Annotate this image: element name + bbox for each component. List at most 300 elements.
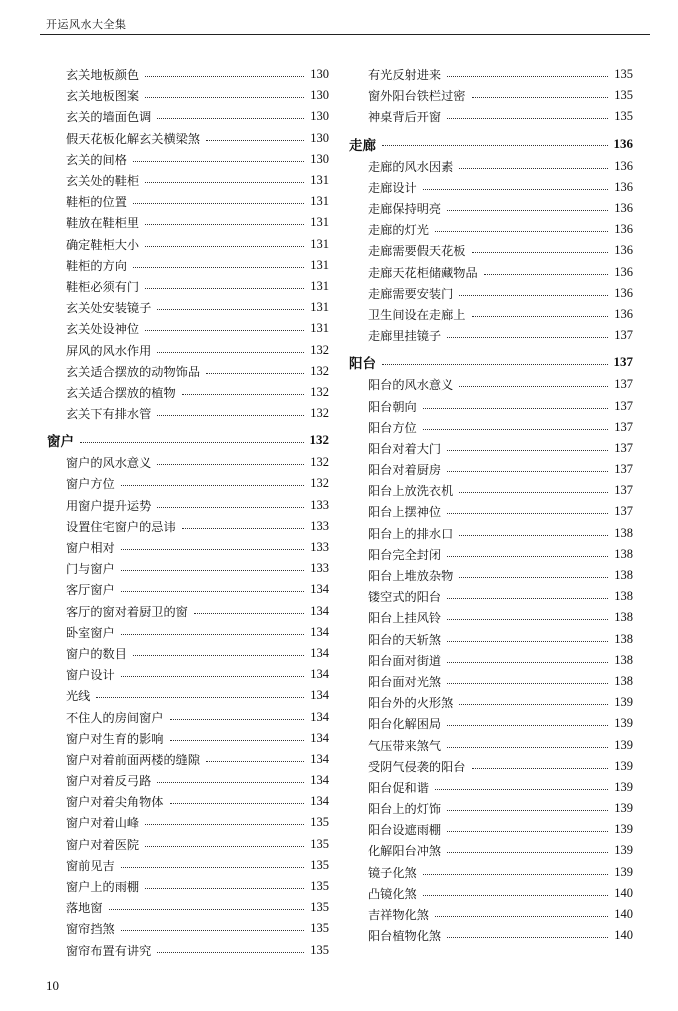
- dot-leader: [145, 97, 304, 98]
- toc-entry-page: 134: [310, 730, 329, 745]
- toc-entry[interactable]: [346, 325, 633, 346]
- toc-entry-page: 135: [310, 879, 329, 894]
- toc-entry-title: 门与窗户: [66, 562, 115, 577]
- dot-leader: [472, 768, 609, 769]
- toc-entry-page: 139: [614, 801, 633, 816]
- toc-entry-page: 131: [310, 278, 329, 293]
- dot-leader: [435, 231, 608, 232]
- toc-entry[interactable]: [44, 855, 329, 876]
- toc-entry[interactable]: [44, 918, 329, 939]
- dot-leader: [121, 549, 305, 550]
- dot-leader: [133, 161, 304, 162]
- toc-entry-title: 假天花板化解玄关横梁煞: [66, 131, 201, 146]
- toc-entry-title: 玄关的间格: [66, 152, 127, 167]
- toc-entry[interactable]: [44, 191, 329, 212]
- toc-entry-title: 玄关的墙面色调: [66, 110, 152, 125]
- dot-leader: [145, 888, 304, 889]
- toc-entry-title: 窗外阳台铁栏过密: [368, 89, 466, 104]
- dot-leader: [459, 295, 608, 296]
- toc-entry-page: 137: [614, 377, 633, 392]
- toc-entry-title: 玄关适合摆放的植物: [66, 385, 176, 400]
- dot-leader: [472, 316, 609, 317]
- toc-entry-title: 卧室窗户: [66, 625, 115, 640]
- toc-entry-page: 132: [310, 455, 329, 470]
- toc-entry-page: 137: [614, 328, 633, 343]
- toc-entry[interactable]: [346, 219, 633, 240]
- toc-entry-page: 138: [614, 610, 633, 625]
- toc-entry-page: 133: [310, 518, 329, 533]
- toc-entry[interactable]: [44, 706, 329, 727]
- toc-entry-title: 化解阳台冲煞: [368, 844, 442, 859]
- toc-entry-page: 134: [310, 794, 329, 809]
- toc-entry[interactable]: [44, 382, 329, 403]
- toc-entry-page: 134: [310, 624, 329, 639]
- dot-leader: [447, 118, 608, 119]
- toc-entry-page: 140: [614, 928, 633, 943]
- toc-entry-title: 神桌背后开窗: [368, 110, 442, 125]
- toc-entry[interactable]: [346, 840, 633, 861]
- toc-entry-page: 131: [310, 257, 329, 272]
- dot-leader: [157, 464, 304, 465]
- toc-entry[interactable]: [44, 339, 329, 360]
- toc-entry-title: 阳台方位: [368, 420, 417, 435]
- dot-leader: [80, 442, 304, 443]
- toc-entry-page: 139: [614, 716, 633, 731]
- toc-entry[interactable]: [346, 734, 633, 755]
- dot-leader: [447, 641, 608, 642]
- page-number: 10: [46, 978, 59, 993]
- toc-entry[interactable]: [346, 240, 633, 261]
- toc-entry-page: 131: [310, 321, 329, 336]
- dot-leader: [170, 803, 305, 804]
- toc-entry-page: 139: [614, 779, 633, 794]
- toc-entry[interactable]: [346, 629, 633, 650]
- dot-leader: [145, 182, 304, 183]
- dot-leader: [472, 97, 609, 98]
- toc-entry-page: 134: [310, 709, 329, 724]
- toc-entry[interactable]: [346, 501, 633, 522]
- toc-entry[interactable]: [346, 64, 633, 85]
- toc-entry-title: 走廊的灯光: [368, 223, 429, 238]
- dot-leader: [447, 852, 608, 853]
- toc-entry[interactable]: [346, 177, 633, 198]
- dot-leader: [447, 513, 608, 514]
- dot-leader: [447, 810, 608, 811]
- toc-entry[interactable]: [44, 940, 329, 961]
- dot-leader: [145, 76, 304, 77]
- dot-leader: [170, 719, 305, 720]
- toc-entry[interactable]: [44, 516, 329, 537]
- toc-entry-title: 玄关处的鞋柜: [66, 174, 140, 189]
- toc-entry[interactable]: [44, 170, 329, 191]
- toc-entry-title: 玄关处设神位: [66, 322, 140, 337]
- toc-entry-page: 136: [614, 306, 633, 321]
- toc-entry-page: 131: [310, 215, 329, 230]
- toc-entry-title: 阳台: [349, 356, 376, 373]
- toc-entry[interactable]: [44, 601, 329, 622]
- dot-leader: [447, 662, 608, 663]
- toc-entry-title: 窗前见吉: [66, 858, 115, 873]
- toc-entry[interactable]: [44, 452, 329, 473]
- dot-leader: [459, 577, 608, 578]
- dot-leader: [382, 364, 608, 365]
- toc-entry[interactable]: [346, 777, 633, 798]
- toc-entry[interactable]: [346, 283, 633, 304]
- toc-entry-title: 走廊需要安装门: [368, 286, 454, 301]
- toc-entry-page: 135: [310, 836, 329, 851]
- toc-entry-page: 135: [614, 67, 633, 82]
- toc-entry-title: 窗户方位: [66, 477, 115, 492]
- toc-entry[interactable]: [44, 149, 329, 170]
- toc-entry-title: 阳台朝向: [368, 399, 417, 414]
- toc-entry-page: 132: [310, 342, 329, 357]
- toc-entry[interactable]: [44, 473, 329, 494]
- dot-leader: [447, 598, 608, 599]
- toc-entry[interactable]: [346, 607, 633, 628]
- dot-leader: [170, 740, 305, 741]
- toc-entry-page: 138: [614, 525, 633, 540]
- toc-entry-title: 不住人的房间窗户: [66, 710, 164, 725]
- toc-entry-page: 135: [614, 109, 633, 124]
- toc-entry-title: 阳台面对光煞: [368, 674, 442, 689]
- running-header: [40, 12, 650, 35]
- toc-entry[interactable]: [44, 64, 329, 85]
- toc-entry-title: 窗户对着反弓路: [66, 774, 152, 789]
- dot-leader: [145, 824, 304, 825]
- toc-entry-page: 131: [310, 194, 329, 209]
- toc-entry-page: 131: [310, 173, 329, 188]
- dot-leader: [133, 267, 304, 268]
- toc-section-heading[interactable]: [44, 428, 329, 452]
- toc-entry-page: 135: [614, 88, 633, 103]
- toc-entry-title: 阳台的天斩煞: [368, 632, 442, 647]
- toc-entry-title: 客厅的窗对着厨卫的窗: [66, 604, 188, 619]
- toc-entry-title: 窗帘挡煞: [66, 922, 115, 937]
- toc-entry-title: 阳台设遮雨棚: [368, 823, 442, 838]
- toc-entry[interactable]: [346, 713, 633, 734]
- toc-right-column: [346, 64, 633, 946]
- toc-entry-title: 玄关地板颜色: [66, 68, 140, 83]
- toc-entry[interactable]: [346, 756, 633, 777]
- toc-entry-page: 137: [614, 419, 633, 434]
- toc-entry[interactable]: [346, 650, 633, 671]
- toc-entry[interactable]: [346, 819, 633, 840]
- toc-entry-title: 卫生间设在走廊上: [368, 307, 466, 322]
- toc-entry-page: 137: [614, 398, 633, 413]
- toc-entry-title: 阳台面对街道: [368, 653, 442, 668]
- toc-entry-title: 走廊的风水因素: [368, 159, 454, 174]
- toc-entry[interactable]: [346, 862, 633, 883]
- toc-entry-title: 镜子化煞: [368, 865, 417, 880]
- dot-leader: [182, 394, 305, 395]
- toc-entry-title: 阳台对着大门: [368, 441, 442, 456]
- toc-entry-page: 139: [614, 843, 633, 858]
- toc-entry-title: 阳台促和谐: [368, 780, 429, 795]
- dot-leader: [447, 725, 608, 726]
- toc-entry-page: 130: [310, 109, 329, 124]
- dot-leader: [157, 782, 304, 783]
- toc-entry-title: 窗户对着医院: [66, 837, 140, 852]
- toc-entry-page: 140: [614, 885, 633, 900]
- dot-leader: [447, 337, 608, 338]
- toc-entry-title: 走廊: [349, 137, 376, 154]
- toc-entry[interactable]: [44, 749, 329, 770]
- toc-entry-page: 132: [310, 384, 329, 399]
- toc-entry[interactable]: [346, 85, 633, 106]
- toc-entry[interactable]: [44, 85, 329, 106]
- toc-entry-page: 137: [614, 440, 633, 455]
- toc-entry-title: 玄关下有排水管: [66, 407, 152, 422]
- toc-entry[interactable]: [44, 622, 329, 643]
- toc-entry[interactable]: [44, 834, 329, 855]
- toc-entry-page: 136: [614, 158, 633, 173]
- toc-entry[interactable]: [346, 198, 633, 219]
- dot-leader: [121, 867, 305, 868]
- toc-entry-title: 鞋柜的方向: [66, 258, 127, 273]
- dot-leader: [133, 203, 304, 204]
- toc-entry[interactable]: [44, 812, 329, 833]
- dot-leader: [206, 140, 304, 141]
- dot-leader: [121, 591, 305, 592]
- toc-entry[interactable]: [44, 579, 329, 600]
- toc-entry-page: 136: [614, 285, 633, 300]
- toc-entry[interactable]: [346, 262, 633, 283]
- dot-leader: [447, 556, 608, 557]
- toc-entry-title: 气压带来煞气: [368, 738, 442, 753]
- dot-leader: [145, 330, 304, 331]
- toc-entry[interactable]: [44, 897, 329, 918]
- toc-entry[interactable]: [44, 495, 329, 516]
- toc-entry-title: 走廊需要假天花板: [368, 244, 466, 259]
- toc-entry-page: 136: [613, 135, 633, 151]
- dot-leader: [447, 450, 608, 451]
- toc-entry-page: 130: [310, 67, 329, 82]
- dot-leader: [459, 704, 608, 705]
- toc-entry-title: 阳台上的灯饰: [368, 802, 442, 817]
- dot-leader: [423, 189, 609, 190]
- toc-entry-page: 133: [310, 497, 329, 512]
- toc-entry[interactable]: [44, 643, 329, 664]
- dot-leader: [447, 471, 608, 472]
- toc-entry-page: 131: [310, 300, 329, 315]
- toc-entry-title: 设置住宅窗户的忌讳: [66, 519, 176, 534]
- toc-entry-page: 134: [310, 667, 329, 682]
- dot-leader: [459, 168, 608, 169]
- toc-entry[interactable]: [44, 212, 329, 233]
- dot-leader: [206, 761, 304, 762]
- toc-entry[interactable]: [346, 798, 633, 819]
- toc-entry[interactable]: [346, 304, 633, 325]
- dot-leader: [423, 874, 609, 875]
- toc-entry-title: 阳台植物化煞: [368, 929, 442, 944]
- toc-entry-page: 137: [614, 483, 633, 498]
- toc-entry[interactable]: [346, 374, 633, 395]
- dot-leader: [145, 246, 304, 247]
- toc-entry-page: 138: [614, 589, 633, 604]
- toc-entry-title: 有光反射进来: [368, 68, 442, 83]
- toc-entry-title: 窗户对着前面两楼的缝隙: [66, 752, 201, 767]
- toc-entry[interactable]: [346, 692, 633, 713]
- toc-entry[interactable]: [44, 728, 329, 749]
- toc-entry-page: 137: [614, 504, 633, 519]
- toc-entry-title: 玄关地板图案: [66, 89, 140, 104]
- toc-entry-title: 用窗户提升运势: [66, 498, 152, 513]
- dot-leader: [121, 485, 305, 486]
- toc-entry-title: 走廊里挂镜子: [368, 329, 442, 344]
- toc-entry[interactable]: [346, 586, 633, 607]
- toc-entry[interactable]: [346, 925, 633, 946]
- toc-entry-title: 窗户相对: [66, 541, 115, 556]
- toc-entry-page: 134: [310, 603, 329, 618]
- toc-entry[interactable]: [346, 106, 633, 127]
- dot-leader: [145, 846, 304, 847]
- toc-entry[interactable]: [44, 770, 329, 791]
- dot-leader: [423, 429, 609, 430]
- toc-entry[interactable]: [44, 664, 329, 685]
- toc-entry[interactable]: [346, 417, 633, 438]
- dot-leader: [157, 952, 304, 953]
- toc-entry[interactable]: [44, 403, 329, 424]
- toc-entry-title: 屏风的风水作用: [66, 343, 152, 358]
- toc-entry-page: 132: [310, 363, 329, 378]
- toc-entry-page: 138: [614, 631, 633, 646]
- toc-entry[interactable]: [44, 297, 329, 318]
- toc-entry[interactable]: [346, 883, 633, 904]
- dot-leader: [133, 655, 304, 656]
- dot-leader: [435, 916, 608, 917]
- dot-leader: [459, 386, 608, 387]
- toc-entry[interactable]: [44, 537, 329, 558]
- toc-entry[interactable]: [44, 255, 329, 276]
- toc-entry-title: 阳台对着厨房: [368, 463, 442, 478]
- toc-entry[interactable]: [44, 318, 329, 339]
- toc-entry-title: 鞋放在鞋柜里: [66, 216, 140, 231]
- dot-leader: [447, 76, 608, 77]
- toc-entry-page: 135: [310, 921, 329, 936]
- toc-entry-title: 凸镜化煞: [368, 886, 417, 901]
- toc-entry-page: 134: [310, 773, 329, 788]
- toc-entry-page: 134: [310, 645, 329, 660]
- toc-entry-page: 136: [614, 264, 633, 279]
- book-title: 开运风水大全集: [46, 18, 127, 31]
- dot-leader: [157, 415, 304, 416]
- toc-entry-page: 132: [310, 406, 329, 421]
- toc-entry-title: 窗户的数目: [66, 646, 127, 661]
- toc-entry-page: 138: [614, 568, 633, 583]
- toc-entry[interactable]: [346, 671, 633, 692]
- toc-entry-page: 130: [310, 88, 329, 103]
- toc-entry-title: 阳台外的火形煞: [368, 696, 454, 711]
- toc-entry-page: 140: [614, 907, 633, 922]
- toc-entry-page: 136: [614, 222, 633, 237]
- dot-leader: [157, 352, 304, 353]
- toc-entry-title: 光线: [66, 689, 91, 704]
- toc-entry[interactable]: [44, 128, 329, 149]
- toc-entry-title: 窗户对着尖角物体: [66, 795, 164, 810]
- toc-entry-page: 134: [310, 751, 329, 766]
- toc-entry[interactable]: [346, 480, 633, 501]
- dot-leader: [447, 937, 608, 938]
- toc-entry-title: 玄关适合摆放的动物饰品: [66, 364, 201, 379]
- toc-entry-page: 131: [310, 236, 329, 251]
- dot-leader: [157, 118, 304, 119]
- toc-entry-title: 走廊天花柜储藏物品: [368, 265, 478, 280]
- toc-entry-title: 窗户: [47, 434, 74, 451]
- toc-entry[interactable]: [346, 438, 633, 459]
- dot-leader: [145, 224, 304, 225]
- toc-entry-title: 窗户上的雨棚: [66, 880, 140, 895]
- dot-leader: [145, 288, 304, 289]
- dot-leader: [121, 676, 305, 677]
- dot-leader: [157, 507, 304, 508]
- toc-entry-page: 136: [614, 179, 633, 194]
- dot-leader: [447, 619, 608, 620]
- dot-leader: [194, 613, 304, 614]
- toc-entry[interactable]: [44, 685, 329, 706]
- toc-entry-page: 139: [614, 758, 633, 773]
- toc-entry-page: 139: [614, 822, 633, 837]
- dot-leader: [121, 634, 305, 635]
- toc-entry[interactable]: [346, 395, 633, 416]
- dot-leader: [96, 697, 304, 698]
- toc-entry[interactable]: [346, 459, 633, 480]
- toc-section-heading[interactable]: [346, 350, 633, 374]
- toc-entry-title: 阳台的风水意义: [368, 378, 454, 393]
- toc-entry-page: 136: [614, 201, 633, 216]
- toc-entry-title: 鞋柜的位置: [66, 195, 127, 210]
- toc-entry-page: 130: [310, 151, 329, 166]
- toc-entry[interactable]: [44, 361, 329, 382]
- toc-entry[interactable]: [44, 558, 329, 579]
- dot-leader: [447, 683, 608, 684]
- toc-entry-title: 窗户设计: [66, 668, 115, 683]
- toc-entry-title: 吉祥物化煞: [368, 908, 429, 923]
- toc-entry-page: 135: [310, 942, 329, 957]
- dot-leader: [447, 831, 608, 832]
- toc-entry-title: 客厅窗户: [66, 583, 115, 598]
- toc-entry-page: 133: [310, 540, 329, 555]
- toc-entry-title: 玄关处安装镜子: [66, 301, 152, 316]
- toc-entry[interactable]: [44, 276, 329, 297]
- dot-leader: [484, 274, 609, 275]
- dot-leader: [382, 145, 608, 146]
- toc-entry[interactable]: [346, 565, 633, 586]
- toc-entry-page: 134: [310, 688, 329, 703]
- toc-entry[interactable]: [346, 904, 633, 925]
- toc-entry-title: 走廊设计: [368, 180, 417, 195]
- toc-entry[interactable]: [346, 523, 633, 544]
- toc-entry-title: 走廊保持明亮: [368, 202, 442, 217]
- toc-entry[interactable]: [346, 544, 633, 565]
- toc-entry[interactable]: [44, 234, 329, 255]
- dot-leader: [157, 309, 304, 310]
- toc-entry-page: 137: [614, 462, 633, 477]
- toc-entry-title: 受阴气侵袭的阳台: [368, 759, 466, 774]
- dot-leader: [109, 909, 305, 910]
- toc-entry-page: 139: [614, 864, 633, 879]
- toc-entry-page: 135: [310, 815, 329, 830]
- toc-left-column: [44, 64, 329, 961]
- toc-section-heading[interactable]: [346, 132, 633, 156]
- toc-entry[interactable]: [44, 106, 329, 127]
- toc-entry-page: 133: [310, 561, 329, 576]
- toc-entry-page: 138: [614, 652, 633, 667]
- toc-entry-page: 130: [310, 130, 329, 145]
- toc-entry[interactable]: [44, 791, 329, 812]
- toc-entry[interactable]: [346, 156, 633, 177]
- toc-entry[interactable]: [44, 876, 329, 897]
- toc-entry-title: 阳台化解困局: [368, 717, 442, 732]
